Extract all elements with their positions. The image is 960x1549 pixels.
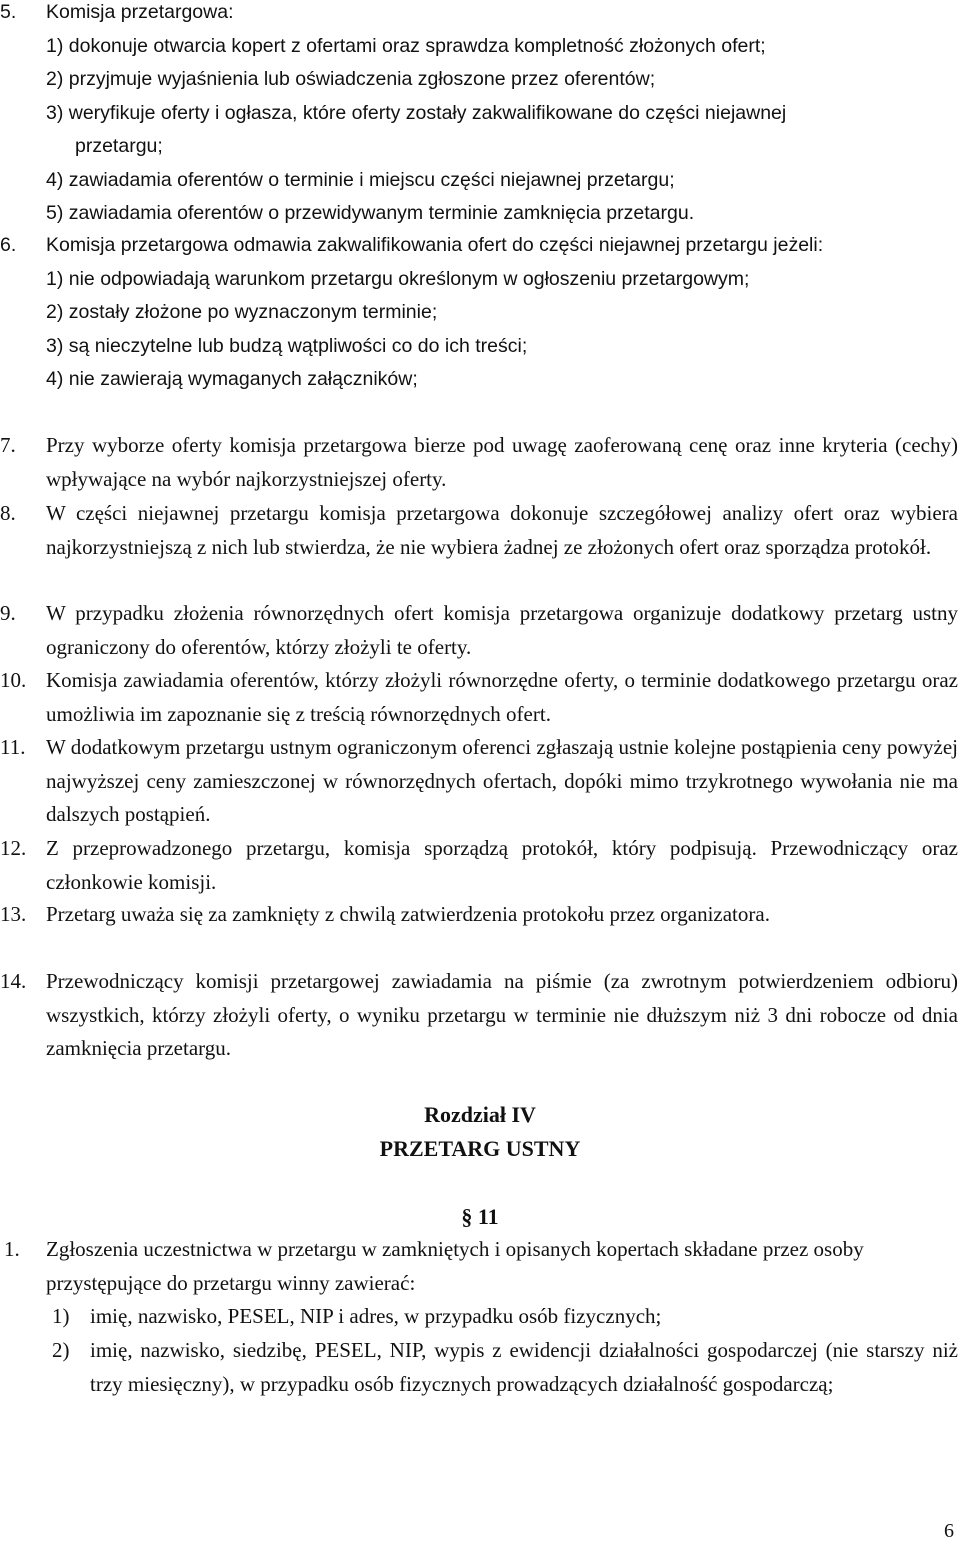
- paragraph-5: [0, 0, 958, 231]
- paragraph-body: Przy wyborze oferty komisja przetargowa bierze pod uwagę zaoferowaną cenę oraz inne kryteria (cechy) wpływające na wybór najkorzystniejszej oferty.: [46, 433, 958, 491]
- paragraph-7: [0, 429, 958, 496]
- section-number: 11: [477, 1204, 499, 1229]
- section-heading: [0, 1200, 960, 1234]
- paragraph-number: 6.: [0, 234, 17, 256]
- paragraph-number: 10.: [0, 668, 27, 692]
- list-item: 4) nie zawierają wymaganych załączników;: [46, 368, 418, 390]
- list-item: 3) weryfikuje oferty i ogłasza, które oferty zostały zakwalifikowane do części niejawnej: [46, 101, 787, 124]
- paragraph-10: [0, 664, 958, 731]
- paragraph-number: 12.: [0, 836, 27, 860]
- paragraph-body: Zgłoszenia uczestnictwa w przetargu w zamkniętych i opisanych kopertach składane przez osoby przystępujące do przetargu winny zawierać:: [46, 1237, 864, 1295]
- paragraph-body: Z przeprowadzonego przetargu, komisja sporządzą protokół, który podpisują. Przewodniczący oraz członkowie komisji.: [46, 836, 958, 894]
- chapter-label: Rozdział IV: [424, 1102, 536, 1127]
- paragraph-6: [0, 229, 958, 397]
- paragraph-body: [46, 0, 958, 231]
- paragraph-13: [0, 898, 958, 932]
- paragraph-11: [0, 731, 958, 832]
- chapter-title: PRZETARG USTNY: [379, 1136, 581, 1161]
- paragraph-body: Przetarg uważa się za zamknięty z chwilą zatwierdzenia protokołu przez organizatora.: [46, 902, 770, 926]
- section-list-item-1: [46, 1300, 958, 1334]
- list-item: 1) nie odpowiadają warunkom przetargu określonym w ogłoszeniu przetargowym;: [46, 267, 750, 290]
- paragraph-12: [0, 832, 958, 899]
- paragraph-number: 11.: [0, 735, 26, 759]
- paragraph-number: 14.: [0, 969, 27, 993]
- list-item: 2) przyjmuje wyjaśnienia lub oświadczenia zgłoszone przez oferentów;: [46, 68, 656, 90]
- paragraph-number: 7.: [0, 433, 16, 457]
- list-item-text: imię, nazwisko, siedzibę, PESEL, NIP, wypis z ewidencji działalności gospodarczej (nie starszy niż trzy miesięczny), w przypadku osób fizycznych prowadzących działalność gospodarczą;: [90, 1338, 958, 1396]
- list-item-text: imię, nazwisko, PESEL, NIP i adres, w przypadku osób fizycznych;: [90, 1304, 662, 1328]
- list-item-number: 1): [52, 1304, 70, 1328]
- paragraph-body: Przewodniczący komisji przetargowej zawiadamia na piśmie (za zwrotnym potwierdzeniem odbioru) wszystkich, którzy złożyli oferty, o wyniku przetargu w terminie nie dłuższym niż 3 dni robocze od dnia zamknięcia przetargu.: [46, 969, 958, 1060]
- section-paragraph-1: [0, 1233, 958, 1300]
- list-item: 1) dokonuje otwarcia kopert z ofertami oraz sprawdza kompletność złożonych ofert;: [46, 34, 766, 57]
- list-item: 2) zostały złożone po wyznaczonym terminie;: [46, 301, 438, 323]
- paragraph-number: 5.: [0, 1, 17, 23]
- list-item-continuation: przetargu;: [75, 135, 163, 157]
- section-sign: §: [461, 1204, 473, 1229]
- paragraph-number: 1.: [4, 1237, 20, 1261]
- paragraph-title: Komisja przetargowa:: [46, 1, 234, 23]
- paragraph-number: 9.: [0, 601, 16, 625]
- paragraph-body: W części niejawnej przetargu komisja przetargowa dokonuje szczegółowej analizy ofert oraz wybiera najkorzystniejszą z nich lub stwierdza, że nie wybiera żadnej ze złożonych ofert oraz sporządza protokół.: [46, 501, 958, 559]
- list-item-number: 2): [52, 1338, 70, 1362]
- list-item: 5) zawiadamia oferentów o przewidywanym terminie zamknięcia przetargu.: [46, 202, 695, 224]
- list-item: 3) są nieczytelne lub budzą wątpliwości co do ich treści;: [46, 334, 528, 357]
- paragraph-9: [0, 597, 958, 664]
- paragraph-8: [0, 497, 958, 564]
- page-number: 6: [944, 1520, 954, 1542]
- paragraph-number: 8.: [0, 501, 16, 525]
- paragraph-body: W przypadku złożenia równorzędnych ofert komisja przetargowa organizuje dodatkowy przetarg ustny ograniczony do oferentów, którzy złożyli te oferty.: [46, 601, 958, 659]
- list-item: 4) zawiadamia oferentów o terminie i miejscu części niejawnej przetargu;: [46, 168, 675, 191]
- paragraph-14: [0, 965, 958, 1066]
- paragraph-body: W dodatkowym przetargu ustnym ograniczonym oferenci zgłaszają ustnie kolejne postąpienia ceny powyżej najwyższej ceny zamieszczonej w równorzędnych ofertach, dopóki mimo trzykrotnego wywołania nie ma dalszych postąpień.: [46, 735, 958, 826]
- paragraph-title: Komisja przetargowa odmawia zakwalifikowania ofert do części niejawnej przetargu jeżeli:: [46, 234, 824, 256]
- paragraph-number: 13.: [0, 902, 27, 926]
- section-list-item-2: [46, 1334, 958, 1401]
- paragraph-body: [46, 229, 958, 397]
- paragraph-body: Komisja zawiadamia oferentów, którzy złożyli równorzędne oferty, o terminie dodatkowego przetargu oraz umożliwia im zapoznanie się z treścią równorzędnych ofert.: [46, 668, 958, 726]
